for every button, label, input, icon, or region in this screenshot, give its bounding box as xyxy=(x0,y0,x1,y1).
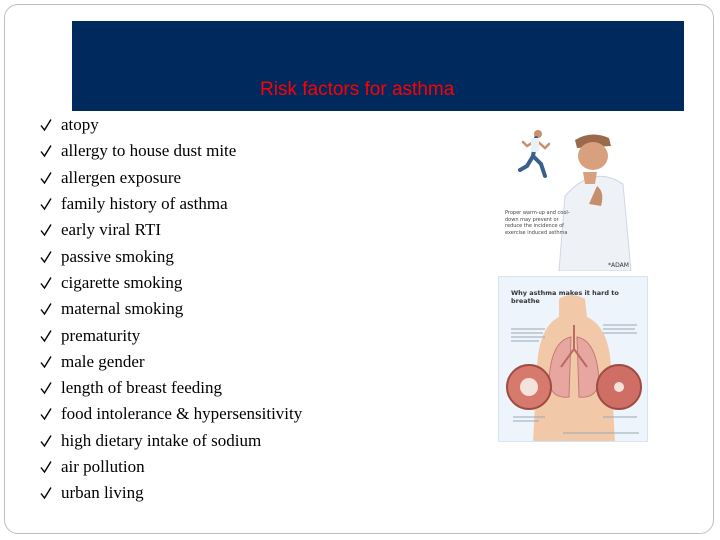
list-item-label: atopy xyxy=(61,115,99,135)
list-item xyxy=(40,349,302,375)
list-item xyxy=(40,322,302,348)
checkmark-icon xyxy=(40,434,52,448)
checkmark-icon xyxy=(40,486,52,500)
list-item-label: prematurity xyxy=(61,325,141,345)
list-item xyxy=(40,401,302,427)
list-item-label: cigarette smoking xyxy=(61,272,183,292)
list-item-label: family history of asthma xyxy=(61,194,228,214)
list-item-label: maternal smoking xyxy=(61,299,184,319)
checkmark-icon xyxy=(40,460,52,474)
checkmark-icon xyxy=(40,355,52,369)
list-item-label: length of breast feeding xyxy=(61,378,222,398)
list-item-label: passive smoking xyxy=(61,246,174,266)
list-item xyxy=(40,375,302,401)
list-item-label: early viral RTI xyxy=(61,220,161,240)
list-item xyxy=(40,217,302,243)
list-item xyxy=(40,454,302,480)
list-item xyxy=(40,191,302,217)
lungs-diagram-title: Why asthma makes it hard to breathe xyxy=(511,289,619,305)
checkmark-icon xyxy=(40,223,52,237)
checkmark-icon xyxy=(40,276,52,290)
checkmark-icon xyxy=(40,329,52,343)
list-item xyxy=(40,243,302,269)
exercise-illustration xyxy=(505,126,645,271)
checkmark-icon xyxy=(40,407,52,421)
list-item-label: male gender xyxy=(61,351,145,371)
list-item xyxy=(40,428,302,454)
list-item xyxy=(40,270,302,296)
list-item-label: high dietary intake of sodium xyxy=(61,430,262,450)
checkmark-icon xyxy=(40,118,52,132)
checkmark-icon xyxy=(40,171,52,185)
list-item-label: air pollution xyxy=(61,457,145,476)
list-item-label: food intolerance & hypersensitivity xyxy=(61,404,303,424)
list-item-label: allergy to house dust mite xyxy=(61,141,237,161)
adam-logo: *ADAM xyxy=(608,262,629,269)
running-man-icon xyxy=(505,126,645,271)
list-item xyxy=(40,112,302,138)
slide-title: Risk factors for asthma xyxy=(260,79,455,100)
risk-factor-list xyxy=(40,112,302,506)
list-item xyxy=(40,296,302,322)
checkmark-icon xyxy=(40,197,52,211)
checkmark-icon xyxy=(40,302,52,316)
exercise-caption: Proper warm-up and cool-down may prevent or reduce the incidence of exercise induced asthma xyxy=(505,210,570,236)
list-item-label: allergen exposure xyxy=(61,167,182,187)
list-item xyxy=(40,138,302,164)
checkmark-icon xyxy=(40,381,52,395)
list-item-label: urban living xyxy=(61,483,144,503)
list-item xyxy=(40,480,302,506)
lungs-diagram xyxy=(498,276,648,442)
list-item xyxy=(40,165,302,191)
checkmark-icon xyxy=(40,144,52,158)
checkmark-icon xyxy=(40,250,52,264)
